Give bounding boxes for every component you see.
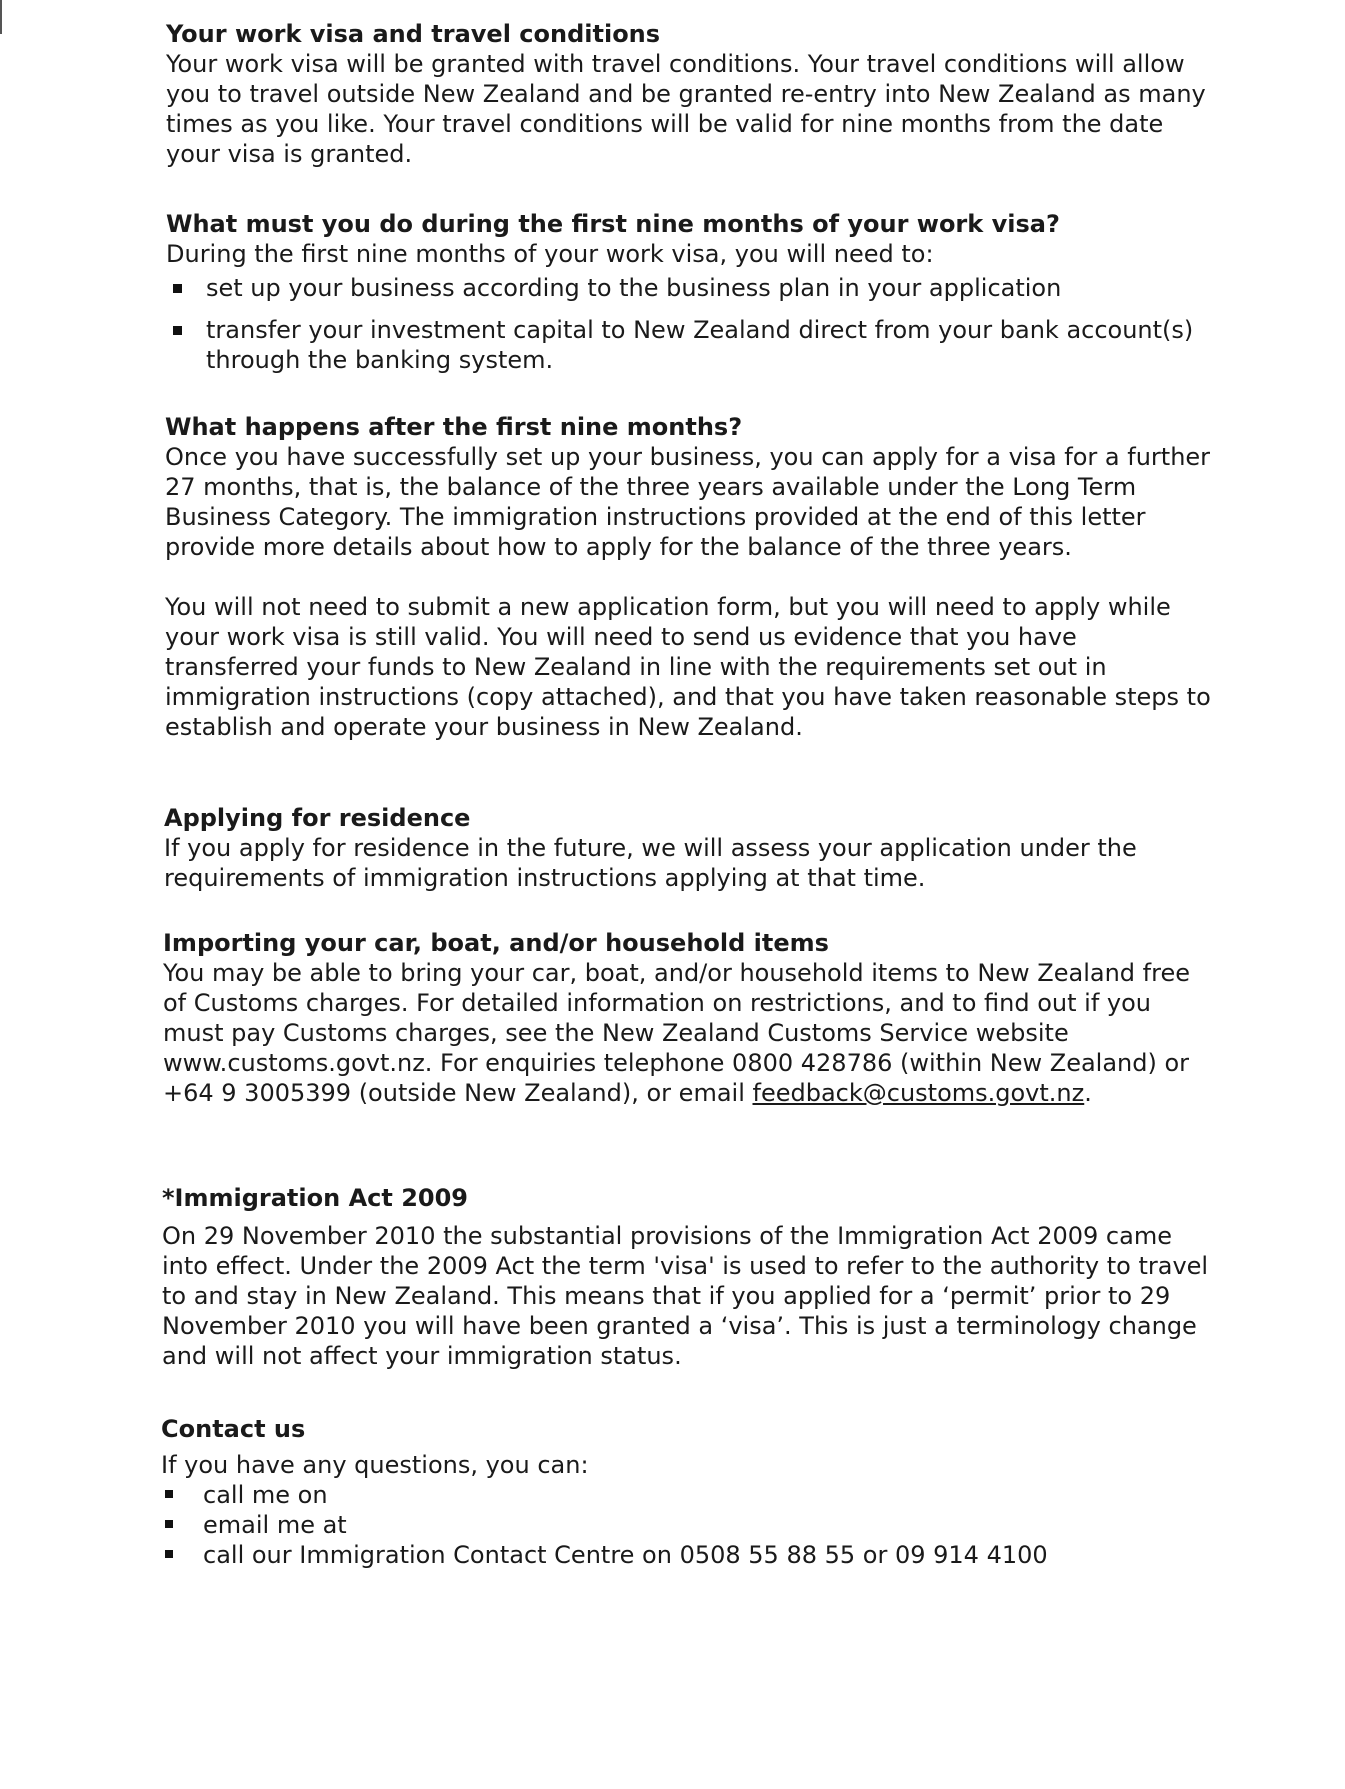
immigration-act-body: On 29 November 2010 the substantial provisions of the Immigration Act 2009 came into effect. Under the 2009 Act the term 'visa' is used to refer to the authority to travel to and stay in New Zealand. This means that if you applied for a ‘permit’ prior to 29 November 2010 you will have been granted a ‘visa’. This is just a terminology change and will not affect your immigration status. bbox=[162, 1222, 1209, 1370]
list-item-text: set up your business according to the business plan in your application bbox=[206, 274, 1062, 302]
after-nine-months-body-2: You will not need to submit a new application form, but you will need to apply while your work visa is still valid. You will need to send us evidence that you have transferred your funds to New Zealand in line with the requirements set out in immigration instructions (copy attached), and that you have taken reasonable steps to establish and operate your business in New Zealand. bbox=[165, 593, 1211, 741]
contact-list bbox=[161, 1480, 1211, 1570]
contact-intro: If you have any questions, you can: bbox=[161, 1451, 589, 1479]
importing-body-end: . bbox=[1084, 1079, 1092, 1107]
list-item bbox=[166, 273, 1216, 303]
list-item-text: call me on bbox=[203, 1481, 328, 1509]
list-item bbox=[161, 1510, 1211, 1540]
visa-conditions-heading: Your work visa and travel conditions bbox=[166, 20, 661, 48]
section-immigration-act bbox=[162, 1183, 1212, 1371]
section-first-nine-months bbox=[166, 209, 1216, 375]
residence-body: If you apply for residence in the future, we will assess your application under the requirements of immigration instructions applying at that time. bbox=[164, 834, 1137, 892]
first-nine-months-heading: What must you do during the first nine months of your work visa? bbox=[166, 210, 1060, 238]
first-nine-months-intro: During the first nine months of your work visa, you will need to: bbox=[166, 240, 934, 268]
importing-body bbox=[163, 958, 1213, 1108]
first-nine-months-list bbox=[166, 273, 1216, 375]
after-nine-months-body: Once you have successfully set up your business, you can apply for a visa for a further 27 months, that is, the balance of the three years available under the Long Term Business Category. The immigration instructions provided at the end of this letter provide more details about how to apply for the balance of the three years. bbox=[165, 443, 1211, 561]
residence-heading: Applying for residence bbox=[164, 804, 471, 832]
bullet-square-icon bbox=[173, 284, 182, 293]
customs-email-link[interactable]: feedback@customs.govt.nz bbox=[752, 1079, 1085, 1107]
bullet-square-icon bbox=[165, 1490, 173, 1498]
section-residence bbox=[164, 803, 1214, 893]
list-item bbox=[166, 315, 1216, 375]
list-item bbox=[161, 1540, 1211, 1570]
immigration-act-heading: *Immigration Act 2009 bbox=[162, 1184, 468, 1212]
list-item-text: transfer your investment capital to New Zealand direct from your bank account(s) through the banking system. bbox=[206, 316, 1194, 374]
list-item-text: call our Immigration Contact Centre on 0508 55 88 55 or 09 914 4100 bbox=[203, 1541, 1048, 1569]
section-visa-conditions bbox=[166, 19, 1216, 169]
importing-heading: Importing your car, boat, and/or household items bbox=[163, 929, 829, 957]
scan-edge-mark bbox=[0, 0, 2, 34]
section-after-nine-months bbox=[165, 412, 1215, 742]
section-contact bbox=[161, 1414, 1211, 1570]
bullet-square-icon bbox=[165, 1520, 173, 1528]
after-nine-months-heading: What happens after the first nine months? bbox=[165, 413, 743, 441]
list-item-text: email me at bbox=[203, 1511, 347, 1539]
bullet-square-icon bbox=[165, 1550, 173, 1558]
section-importing bbox=[163, 928, 1213, 1108]
importing-body-text: You may be able to bring your car, boat, and/or household items to New Zealand free of Customs charges. For detailed information on restrictions, and to find out if you must pay Customs charges, see the New Zealand Customs Service website www.customs.govt.nz. For enquiries telephone 0800 428786 (within New Zealand) or +64 9 3005399 (outside New Zealand), or email bbox=[163, 959, 1190, 1107]
contact-heading: Contact us bbox=[161, 1415, 306, 1443]
bullet-square-icon bbox=[173, 326, 182, 335]
list-item bbox=[161, 1480, 1211, 1510]
visa-conditions-body: Your work visa will be granted with travel conditions. Your travel conditions will allow you to travel outside New Zealand and be granted re-entry into New Zealand as many times as you like. Your travel conditions will be valid for nine months from the date your visa is granted. bbox=[166, 50, 1206, 168]
